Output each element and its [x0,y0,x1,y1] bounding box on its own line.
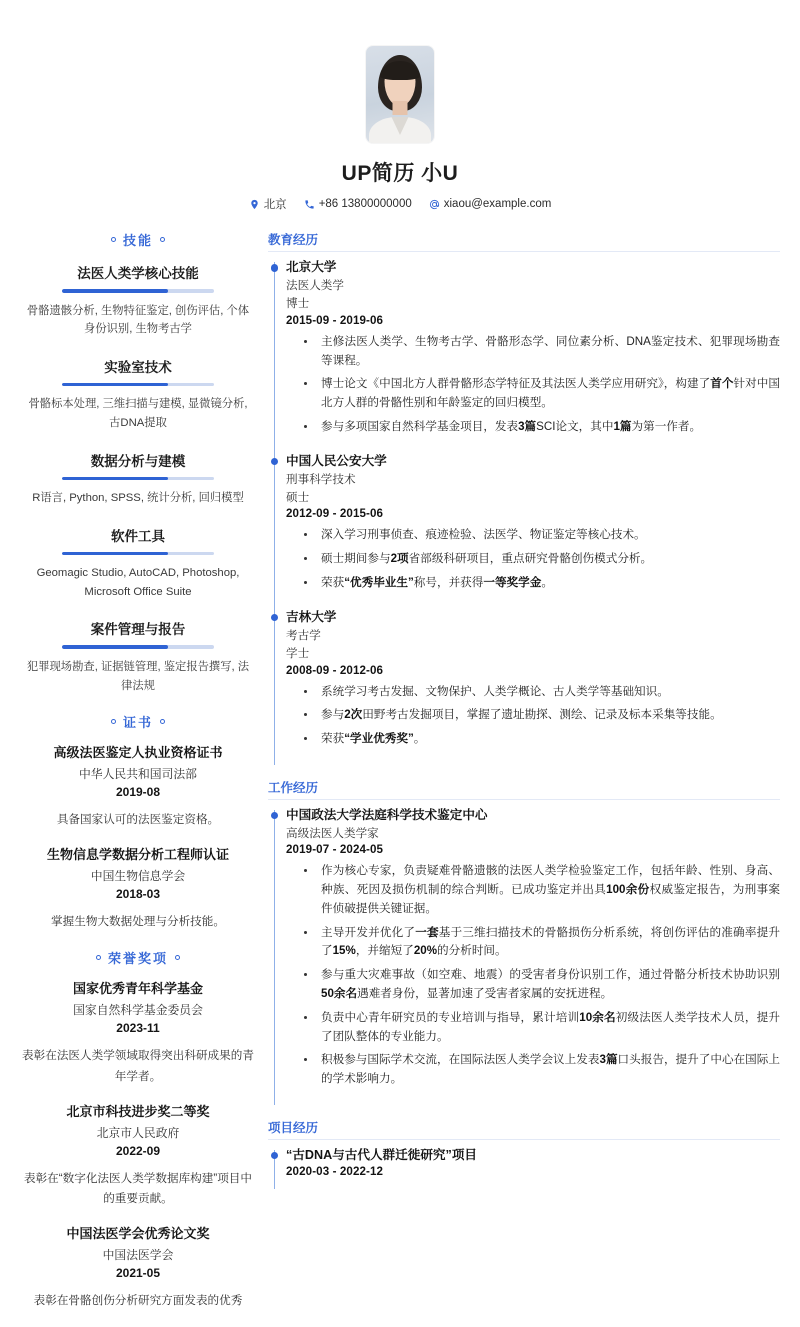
sidebar-heading-certificates-label: 证书 [122,715,153,731]
contact-phone-value: +86 13800000000 [318,198,412,210]
contact-location-value: 北京 [263,199,287,211]
entry-bullet: 作为核心专家，负责疑难骨骼遗骸的法医人类学检验鉴定工作，包括年龄、性别、身高、种族、死因及损伤机制的综合判断。已成功鉴定并出具100余份权威鉴定报告，为刑事案件侦破提供关键证据。 [300,862,780,918]
skill-description: Geomagic Studio, AutoCAD, Photoshop, Microsoft Office Suite [36,567,240,598]
credential-description: 表彰在“数字化法医人类学数据库构建”项目中的重要贡献。 [23,1171,252,1205]
circle-ornament-icon [160,719,165,724]
entry-bullet: 荣获“学业优秀奖”。 [300,730,780,749]
credential-issuer: 国家自然科学基金委员会 [73,1003,203,1018]
credential-date: 2022-09 [115,1143,161,1158]
credential-date: 2023-11 [116,1021,160,1036]
contact-location [249,196,287,212]
section-education [268,230,780,765]
credential-description: 表彰在骨骼创伤分析研究方面发表的优秀 [33,1294,243,1308]
skill-description: 骨骼遗骸分析, 生物特征鉴定, 创伤评估, 个体身份识别, 生物考古学 [26,304,250,336]
entry-bullet: 参与重大灾难事故（如空难、地震）的受害者身份识别工作，通过骨骼分析技术协助识别50余名遇难者身份，显著加速了受害者家属的安抚进程。 [300,966,780,1004]
contact-email-value: xiaou@example.com [443,198,552,210]
skill-level-fill [62,552,168,556]
circle-ornament-icon [111,719,116,724]
credential-issuer: 北京市人民政府 [96,1125,180,1140]
sidebar-heading-skills-label: 技能 [122,233,153,248]
skill-title: 软件工具 [111,528,165,544]
sidebar-heading-skills [22,230,254,249]
timeline-entry [286,807,780,1105]
skill-description: R语言, Python, SPSS, 统计分析, 回归模型 [32,492,244,504]
entry-bullet: 参与2次田野考古发掘项目，掌握了遗址勘探、测绘、记录及标本采集等技能。 [300,706,780,725]
credential-title: 高级法医鉴定人执业资格证书 [53,745,223,761]
credential-item [22,744,254,830]
resume-columns [0,230,800,1327]
entry-bullet: 主导开发并优化了一套基于三维扫描技术的骨骼损伤分析系统，将创伤评估的准确率提升了15%，并缩短了20%的分析时间。 [300,924,780,962]
credential-item [22,1103,254,1209]
credential-description: 掌握生物大数据处理与分析技能。 [51,915,225,929]
timeline-entry [286,259,780,453]
circle-ornament-icon [111,237,116,242]
skill-level-fill [62,383,168,387]
honors-list [22,980,254,1311]
credential-item [22,846,254,932]
entry-degree: 硕士 [286,491,310,505]
entry-major: 法医人类学 [286,279,344,292]
skill-level-bar [62,289,214,293]
sidebar [22,230,254,1327]
skill-level-fill [62,645,168,649]
work-timeline [268,807,780,1105]
entry-bullet-list [286,862,780,1089]
skill-level-bar [62,552,214,556]
resume-header [0,0,800,212]
certificates-list [22,744,254,932]
credential-date: 2018-03 [115,887,161,902]
credential-description: 具备国家认可的法医鉴定资格。 [56,812,220,826]
entry-organization: 吉林大学 [286,609,337,624]
skill-title: 数据分析与建模 [90,453,186,469]
entry-degree: 博士 [286,297,310,311]
main-column [268,230,780,1327]
skill-description: 犯罪现场勘查, 证据链管理, 鉴定报告撰写, 法律法规 [26,660,250,692]
credential-issuer: 中华人民共和国司法部 [79,766,197,781]
entry-date: 2020-03 - 2022-12 [286,1164,384,1178]
sidebar-heading-honors-label: 荣誉奖项 [107,951,168,967]
timeline-entry [286,1147,780,1189]
skill-item [22,262,254,339]
credential-title: 北京市科技进步奖二等奖 [66,1103,210,1119]
entry-date: 2015-09 - 2019-06 [286,313,384,327]
entry-bullet-list [286,333,780,437]
entry-bullet-list [286,683,780,749]
entry-bullet-list [286,526,780,592]
credential-title: 生物信息学数据分析工程师认证 [46,847,229,863]
section-heading-education: 教育经历 [268,230,780,252]
entry-date: 2019-07 - 2024-05 [286,843,384,857]
sidebar-heading-certificates [22,712,254,731]
skill-level-bar [62,477,214,481]
section-heading-work: 工作经历 [268,778,780,800]
entry-job-title: 高级法医人类学家 [286,826,379,840]
skill-item [22,525,254,602]
skill-level-fill [62,289,168,293]
timeline-entry [286,609,780,765]
credential-issuer: 中国法医学会 [102,1248,174,1263]
entry-bullet: 深入学习刑事侦查、痕迹检验、法医学、物证鉴定等核心技术。 [300,526,780,545]
project-timeline [268,1147,780,1189]
credential-description: 表彰在法医人类学领域取得突出科研成果的青年学者。 [22,1049,254,1083]
section-work [268,778,780,1105]
entry-organization: 中国政法大学法庭科学技术鉴定中心 [286,807,488,822]
column-gap [254,230,268,1327]
avatar-neck [393,101,408,115]
skills-list [22,262,254,695]
credential-date: 2019-08 [115,784,161,799]
section-heading-projects: 项目经历 [268,1118,780,1140]
contact-email [429,198,552,210]
circle-ornament-icon [160,237,165,242]
credential-date: 2021-05 [115,1266,161,1281]
circle-ornament-icon [96,955,101,960]
skill-level-bar [62,383,214,387]
credential-item [22,1225,254,1311]
credential-item [22,980,254,1086]
email-at-icon [429,199,440,210]
credential-title: 国家优秀青年科学基金 [72,981,203,997]
entry-bullet: 系统学习考古发掘、文物保护、人类学概论、古人类学等基础知识。 [300,683,780,702]
phone-icon [304,199,315,210]
skill-item [22,618,254,695]
skill-description: 骨骼标本处理, 三维扫描与建模, 显微镜分析, 古DNA提取 [28,398,248,429]
entry-date: 2012-09 - 2015-06 [286,507,384,521]
entry-organization: 中国人民公安大学 [286,453,387,468]
avatar [366,46,434,143]
contact-bar [0,196,800,212]
sidebar-heading-honors [22,948,254,967]
entry-organization: “古DNA与古代人群迁徙研究”项目 [286,1147,478,1162]
entry-bullet: 积极参与国际学术交流，在国际法医人类学会议上发表3篇口头报告，提升了中心在国际上的学术影响力。 [300,1051,780,1089]
credential-title: 中国法医学会优秀论文奖 [66,1226,210,1242]
education-timeline [268,259,780,765]
skill-item [22,450,254,508]
entry-major: 刑事科学技术 [286,472,356,486]
skill-title: 案件管理与报告 [90,622,186,638]
entry-bullet: 参与多项国家自然科学基金项目，发表3篇SCI论文，其中1篇为第一作者。 [300,418,780,437]
entry-bullet: 荣获“优秀毕业生”称号，并获得一等奖学金。 [300,574,780,593]
credential-issuer: 中国生物信息学会 [90,869,186,884]
entry-bullet: 主修法医人类学、生物考古学、骨骼形态学、同位素分析、DNA鉴定技术、犯罪现场勘查等课程。 [300,333,780,371]
entry-bullet: 硕士期间参与2项省部级科研项目，重点研究骨骼创伤模式分析。 [300,550,780,569]
entry-degree: 学士 [286,647,310,661]
timeline-entry [286,453,780,609]
contact-phone [304,198,412,210]
entry-bullet: 博士论文《中国北方人群骨骼形态学特征及其法医人类学应用研究》，构建了首个针对中国北方人群的骨骼性别和年龄鉴定的回归模型。 [300,375,780,413]
skill-item [22,356,254,433]
entry-organization: 北京大学 [286,260,337,274]
entry-date: 2008-09 - 2012-06 [286,663,384,677]
location-pin-icon [249,199,260,210]
skill-title: 实验室技术 [104,359,172,375]
section-projects [268,1118,780,1189]
skill-title: 法医人类学核心技能 [77,266,199,281]
skill-level-bar [62,645,214,649]
entry-bullet: 负责中心青年研究员的专业培训与指导，累计培训10余名初级法医人类学技术人员，提升了团队整体的专业能力。 [300,1009,780,1047]
circle-ornament-icon [175,955,180,960]
skill-level-fill [62,477,168,481]
page-title: UP简历 小U [341,162,459,185]
entry-major: 考古学 [286,628,321,642]
